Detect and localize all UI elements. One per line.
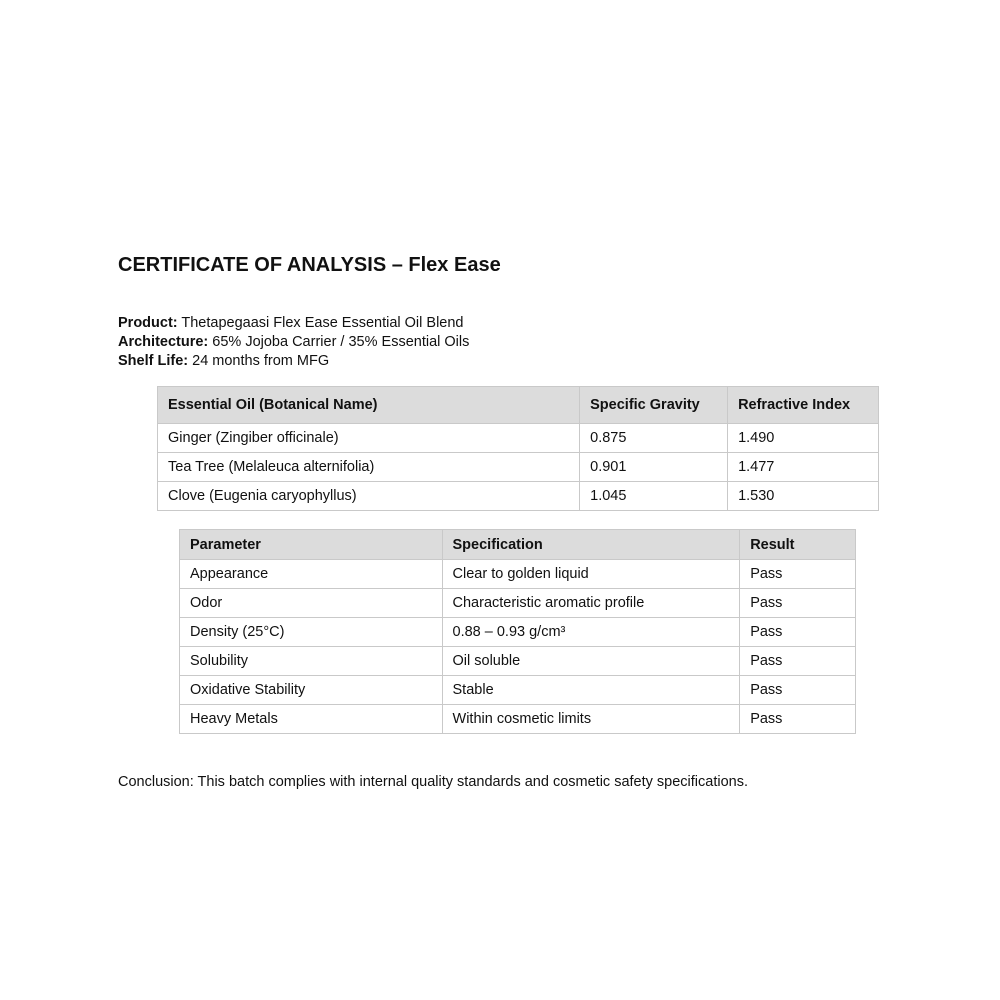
specification-cell: Clear to golden liquid [442, 560, 740, 589]
table-row [158, 424, 879, 453]
table-row [180, 560, 856, 589]
oil-name-cell: Tea Tree (Melaleuca alternifolia) [158, 453, 580, 482]
result-cell: Pass [740, 676, 856, 705]
table-row [180, 618, 856, 647]
parameter-cell: Solubility [180, 647, 443, 676]
architecture-line [118, 333, 469, 352]
specific-gravity-cell: 0.875 [580, 424, 728, 453]
document-title: CERTIFICATE OF ANALYSIS – Flex Ease [118, 254, 501, 276]
table-row [180, 589, 856, 618]
table-header-row [180, 530, 856, 560]
product-line [118, 314, 469, 333]
specification-cell: Characteristic aromatic profile [442, 589, 740, 618]
table-row [180, 676, 856, 705]
shelf-life-label: Shelf Life: [118, 353, 189, 369]
product-meta [118, 314, 469, 371]
conclusion-text: Conclusion: This batch complies with internal quality standards and cosmetic safety specifications. [118, 773, 748, 790]
specific-gravity-cell: 0.901 [580, 453, 728, 482]
parameter-cell: Odor [180, 589, 443, 618]
table-row [158, 453, 879, 482]
specification-cell: Stable [442, 676, 740, 705]
refractive-index-cell: 1.530 [728, 482, 879, 511]
architecture-label: Architecture: [118, 334, 209, 350]
refractive-index-cell: 1.490 [728, 424, 879, 453]
shelf-life-line [118, 352, 469, 371]
parameter-cell: Density (25°C) [180, 618, 443, 647]
specification-cell: Oil soluble [442, 647, 740, 676]
parameter-cell: Oxidative Stability [180, 676, 443, 705]
specific-gravity-cell: 1.045 [580, 482, 728, 511]
table-row [180, 705, 856, 734]
architecture-value: 65% Jojoba Carrier / 35% Essential Oils [212, 334, 470, 350]
specification-cell: Within cosmetic limits [442, 705, 740, 734]
header-specific-gravity: Specific Gravity [580, 387, 728, 424]
refractive-index-cell: 1.477 [728, 453, 879, 482]
parameters-table [179, 529, 856, 734]
essential-oils-table [157, 386, 879, 511]
parameter-cell: Appearance [180, 560, 443, 589]
result-cell: Pass [740, 589, 856, 618]
table-row [180, 647, 856, 676]
result-cell: Pass [740, 705, 856, 734]
shelf-life-value: 24 months from MFG [192, 353, 330, 369]
oil-name-cell: Ginger (Zingiber officinale) [158, 424, 580, 453]
header-refractive-index: Refractive Index [728, 387, 879, 424]
header-specification: Specification [442, 530, 740, 560]
parameter-cell: Heavy Metals [180, 705, 443, 734]
product-value: Thetapegaasi Flex Ease Essential Oil Blend [181, 315, 464, 331]
table-header-row [158, 387, 879, 424]
oil-name-cell: Clove (Eugenia caryophyllus) [158, 482, 580, 511]
product-label: Product: [118, 315, 178, 331]
result-cell: Pass [740, 647, 856, 676]
header-result: Result [740, 530, 856, 560]
header-essential-oil: Essential Oil (Botanical Name) [158, 387, 580, 424]
specification-cell: 0.88 – 0.93 g/cm³ [442, 618, 740, 647]
table-row [158, 482, 879, 511]
result-cell: Pass [740, 618, 856, 647]
header-parameter: Parameter [180, 530, 443, 560]
result-cell: Pass [740, 560, 856, 589]
